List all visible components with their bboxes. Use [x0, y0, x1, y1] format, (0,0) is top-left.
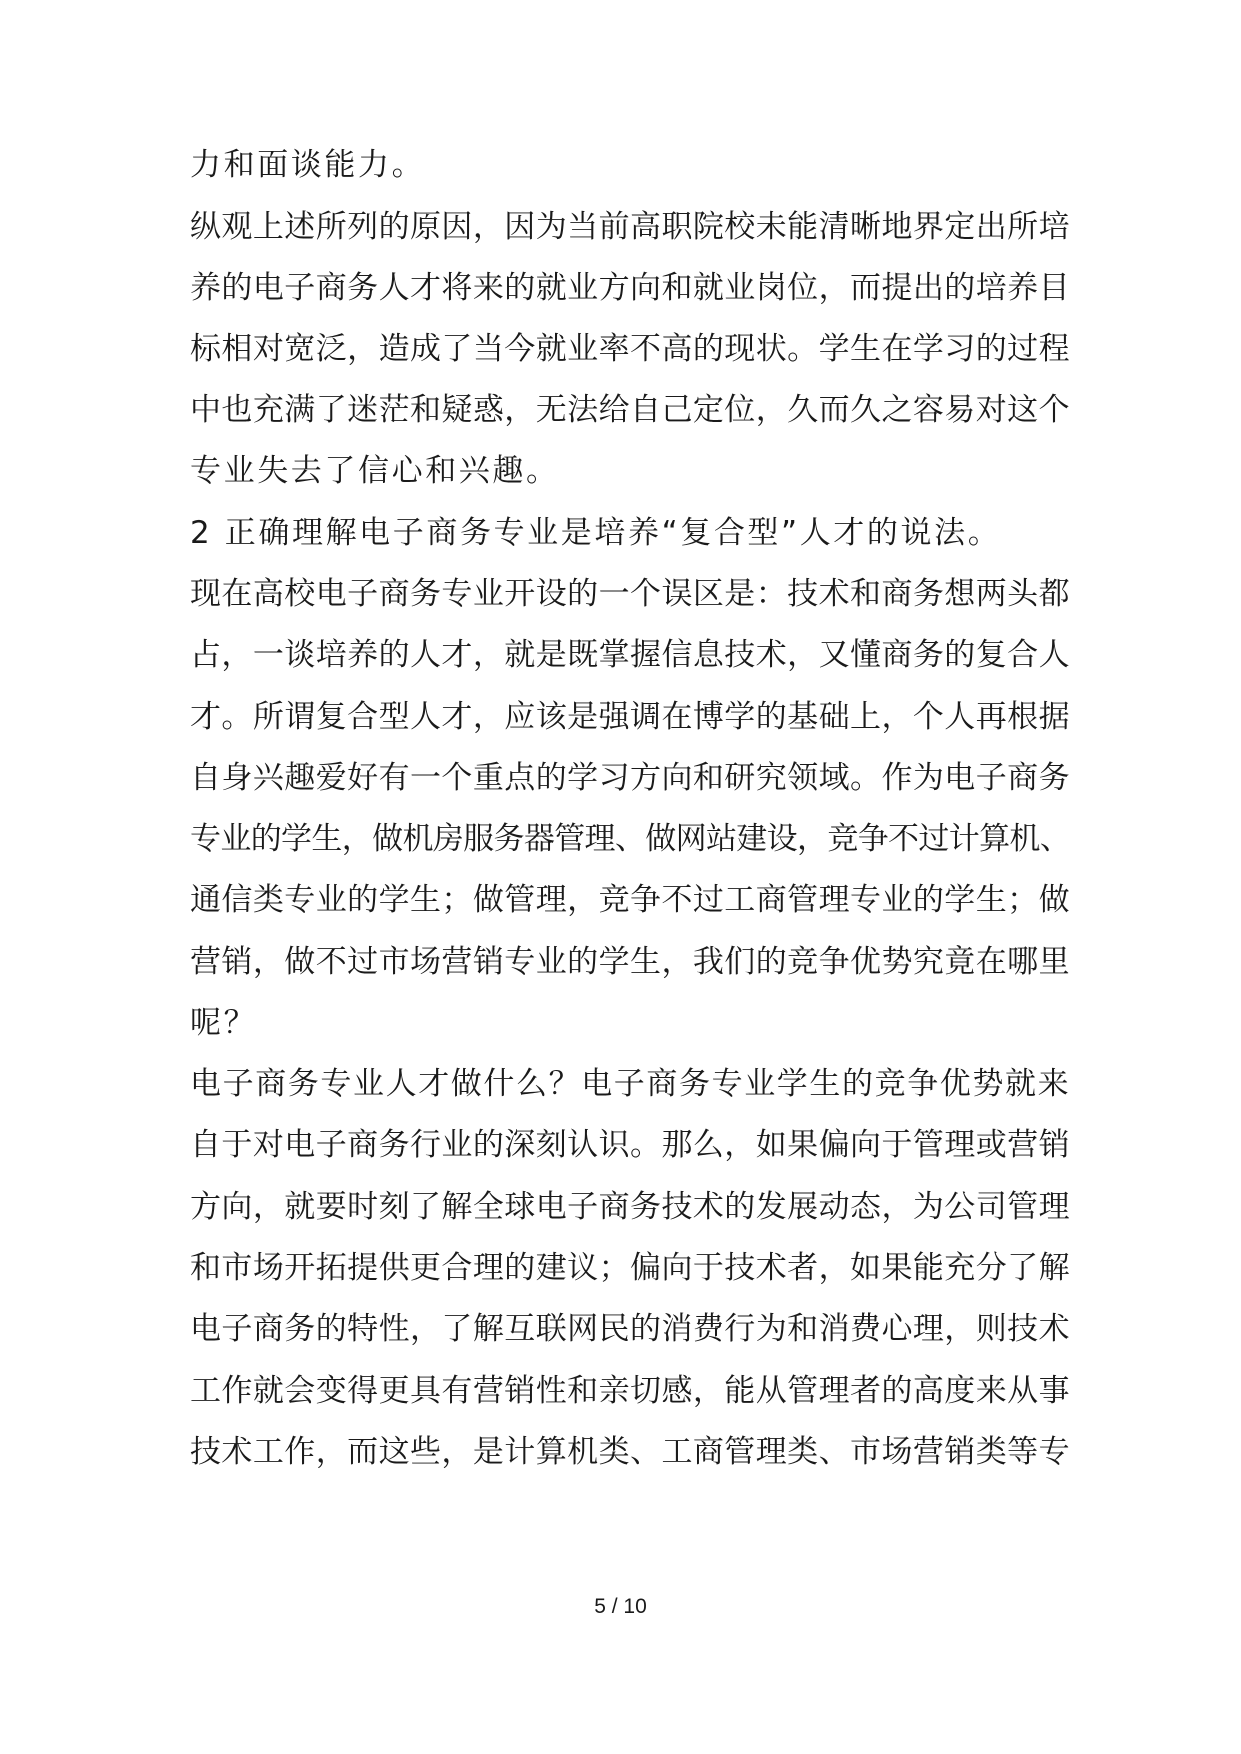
text-line: 电子商务专业人才做什么？电子商务专业学生的竞争优势就来: [190, 1066, 1071, 1102]
text-line: 现在高校电子商务专业开设的一个误区是：技术和商务想两头都: [190, 576, 1070, 612]
text-line: 才。所谓复合型人才，应该是强调在博学的基础上，个人再根据: [190, 699, 1070, 735]
text-line: 营销，做不过市场营销专业的学生，我们的竞争优势究竟在哪里: [190, 944, 1070, 980]
text-line: 力和面谈能力。: [190, 147, 426, 183]
text-line: 专业失去了信心和兴趣。: [190, 453, 560, 489]
text-line: 占，一谈培养的人才，就是既掌握信息技术，又懂商务的复合人: [190, 637, 1070, 673]
section-heading: 2 正确理解电子商务专业是培养“复合型”人才的说法。: [190, 515, 1002, 551]
text-line: 电子商务的特性，了解互联网民的消费行为和消费心理，则技术: [190, 1311, 1070, 1347]
text-line: 专业的学生，做机房服务器管理、做网站建设，竞争不过计算机、: [190, 821, 1070, 857]
text-line: 呢？: [190, 1005, 258, 1041]
text-line: 自身兴趣爱好有一个重点的学习方向和研究领域。作为电子商务: [190, 760, 1070, 796]
page-number: 5 / 10: [594, 1595, 647, 1618]
text-line: 技术工作，而这些，是计算机类、工商管理类、市场营销类等专: [190, 1434, 1070, 1470]
text-line: 通信类专业的学生；做管理，竞争不过工商管理专业的学生；做: [190, 882, 1070, 918]
text-line: 方向，就要时刻了解全球电子商务技术的发展动态，为公司管理: [190, 1189, 1070, 1225]
text-line: 纵观上述所列的原因，因为当前高职院校未能清晰地界定出所培: [190, 209, 1070, 245]
text-line: 和市场开拓提供更合理的建议；偏向于技术者，如果能充分了解: [190, 1250, 1070, 1286]
text-line: 中也充满了迷茫和疑惑，无法给自己定位，久而久之容易对这个: [190, 392, 1070, 428]
text-line: 养的电子商务人才将来的就业方向和就业岗位，而提出的培养目: [190, 270, 1070, 306]
text-line: 工作就会变得更具有营销性和亲切感，能从管理者的高度来从事: [190, 1373, 1070, 1409]
text-line: 自于对电子商务行业的深刻认识。那么，如果偏向于管理或营销: [190, 1127, 1070, 1163]
text-line: 标相对宽泛，造成了当今就业率不高的现状。学生在学习的过程: [190, 331, 1070, 367]
